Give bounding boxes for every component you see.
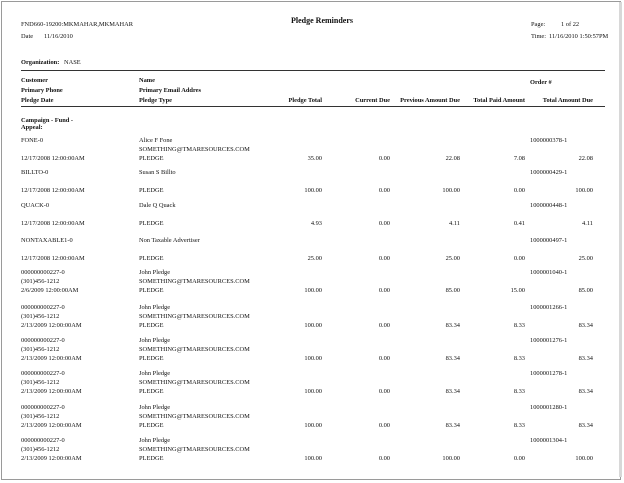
record-total-amount-due: 83.34 bbox=[578, 422, 593, 429]
record-pledge-total: 100.00 bbox=[304, 187, 322, 194]
record-total-paid: 7.08 bbox=[513, 155, 525, 162]
record-previous-due: 85.00 bbox=[445, 287, 460, 294]
record-pledge-date: 2/13/2009 12:00:00AM bbox=[21, 388, 82, 395]
record-pledge-type: PLEDGE bbox=[139, 220, 164, 227]
record-customer: NONTAXABLE1-0 bbox=[21, 237, 73, 244]
record-pledge-type: PLEDGE bbox=[139, 355, 164, 362]
record-total-amount-due: 4.11 bbox=[582, 220, 593, 227]
record-current-due: 0.00 bbox=[378, 287, 390, 294]
record-name: Alice F Fone bbox=[139, 137, 173, 144]
record-previous-due: 83.34 bbox=[445, 355, 460, 362]
col-total-amount-due: Total Amount Due bbox=[542, 97, 593, 104]
page-label: Page: bbox=[531, 21, 546, 28]
record-name: John Pledge bbox=[139, 304, 171, 311]
record-customer: FONE-0 bbox=[21, 137, 44, 144]
section-label-line2: Appeal: bbox=[21, 124, 43, 131]
record-name: John Pledge bbox=[139, 370, 171, 377]
col-pledge-total: Pledge Total bbox=[288, 97, 322, 104]
record-previous-due: 25.00 bbox=[445, 255, 460, 262]
record-name: John Pledge bbox=[139, 404, 171, 411]
record-previous-due: 100.00 bbox=[442, 455, 460, 462]
record-previous-due: 4.11 bbox=[449, 220, 460, 227]
col-name: Name bbox=[139, 77, 155, 84]
organization-label: Organization: bbox=[21, 59, 60, 66]
record-pledge-date: 12/17/2008 12:00:00AM bbox=[21, 220, 85, 227]
record-customer: QUACK-0 bbox=[21, 202, 50, 209]
report-id: FND660-19200:MKMAHAR,MKMAHAR bbox=[21, 21, 134, 28]
record-name: John Pledge bbox=[139, 337, 171, 344]
record-customer: 000000000227-0 bbox=[21, 437, 65, 444]
record-email: SOMETHING@TMARESOURCES.COM bbox=[139, 446, 250, 453]
col-pledge-date: Pledge Date bbox=[21, 97, 54, 104]
record-total-amount-due: 25.00 bbox=[578, 255, 593, 262]
record-total-amount-due: 85.00 bbox=[578, 287, 593, 294]
record-pledge-type: PLEDGE bbox=[139, 187, 164, 194]
record-pledge-type: PLEDGE bbox=[139, 255, 164, 262]
record-name: Dale Q Quack bbox=[139, 202, 176, 209]
col-customer: Customer bbox=[21, 77, 48, 84]
record-previous-due: 83.34 bbox=[445, 388, 460, 395]
record-current-due: 0.00 bbox=[378, 155, 390, 162]
record-total-amount-due: 100.00 bbox=[575, 187, 593, 194]
record-total-paid: 15.00 bbox=[510, 287, 525, 294]
record-pledge-total: 4.93 bbox=[310, 220, 322, 227]
record-phone: (301)456-1212 bbox=[21, 278, 60, 285]
record-pledge-date: 12/17/2008 12:00:00AM bbox=[21, 255, 85, 262]
record-phone: (301)456-1212 bbox=[21, 313, 60, 320]
time-label: Time: bbox=[531, 33, 547, 40]
record-order-number: 1000000448-1 bbox=[530, 202, 568, 209]
record-customer: BILLTO-0 bbox=[21, 169, 49, 176]
record-total-paid: 8.33 bbox=[513, 322, 525, 329]
organization-value: NASE bbox=[64, 59, 81, 66]
page-value: 1 of 22 bbox=[561, 21, 580, 28]
record-pledge-total: 35.00 bbox=[307, 155, 322, 162]
record-total-paid: 8.33 bbox=[513, 355, 525, 362]
record-pledge-type: PLEDGE bbox=[139, 287, 164, 294]
record-previous-due: 22.08 bbox=[445, 155, 460, 162]
section-label-line1: Campaign - Fund - bbox=[21, 117, 74, 124]
record-order-number: 1000001304-1 bbox=[530, 437, 568, 444]
record-email: SOMETHING@TMARESOURCES.COM bbox=[139, 379, 250, 386]
columns-divider bbox=[21, 106, 605, 107]
record-previous-due: 83.34 bbox=[445, 422, 460, 429]
record-total-paid: 8.33 bbox=[513, 388, 525, 395]
record-pledge-total: 100.00 bbox=[304, 422, 322, 429]
col-order-number: Order # bbox=[530, 79, 552, 86]
record-pledge-total: 100.00 bbox=[304, 455, 322, 462]
record-phone: (301)456-1212 bbox=[21, 346, 60, 353]
record-order-number: 1000000497-1 bbox=[530, 237, 568, 244]
col-current-due: Current Due bbox=[355, 97, 390, 104]
record-previous-due: 83.34 bbox=[445, 322, 460, 329]
record-name: Susan S Billto bbox=[139, 169, 176, 176]
time-value: 11/16/2010 1:50:57PM bbox=[549, 33, 609, 40]
col-pledge-type: Pledge Type bbox=[139, 97, 172, 104]
record-customer: 000000000227-0 bbox=[21, 337, 65, 344]
record-order-number: 1000001266-1 bbox=[530, 304, 568, 311]
record-order-number: 1000001040-1 bbox=[530, 269, 568, 276]
report-title: Pledge Reminders bbox=[291, 16, 353, 25]
record-current-due: 0.00 bbox=[378, 455, 390, 462]
record-customer: 000000000227-0 bbox=[21, 269, 65, 276]
record-phone: (301)456-1212 bbox=[21, 413, 60, 420]
record-pledge-type: PLEDGE bbox=[139, 455, 164, 462]
record-phone: (301)456-1212 bbox=[21, 446, 60, 453]
record-pledge-total: 100.00 bbox=[304, 287, 322, 294]
record-pledge-date: 12/17/2008 12:00:00AM bbox=[21, 155, 85, 162]
record-customer: 000000000227-0 bbox=[21, 304, 65, 311]
record-pledge-type: PLEDGE bbox=[139, 422, 164, 429]
record-pledge-total: 100.00 bbox=[304, 355, 322, 362]
record-customer: 000000000227-0 bbox=[21, 404, 65, 411]
record-name: John Pledge bbox=[139, 269, 171, 276]
record-order-number: 1000000429-1 bbox=[530, 169, 568, 176]
record-current-due: 0.00 bbox=[378, 422, 390, 429]
date-value: 11/16/2010 bbox=[44, 33, 73, 40]
record-name: John Pledge bbox=[139, 437, 171, 444]
record-pledge-date: 2/13/2009 12:00:00AM bbox=[21, 322, 82, 329]
record-total-paid: 8.33 bbox=[513, 422, 525, 429]
record-pledge-type: PLEDGE bbox=[139, 155, 164, 162]
record-previous-due: 100.00 bbox=[442, 187, 460, 194]
record-pledge-total: 100.00 bbox=[304, 322, 322, 329]
record-current-due: 0.00 bbox=[378, 388, 390, 395]
record-email: SOMETHING@TMARESOURCES.COM bbox=[139, 346, 250, 353]
record-email: SOMETHING@TMARESOURCES.COM bbox=[139, 278, 250, 285]
record-email: SOMETHING@TMARESOURCES.COM bbox=[139, 413, 250, 420]
record-customer: 000000000227-0 bbox=[21, 370, 65, 377]
record-total-amount-due: 83.34 bbox=[578, 355, 593, 362]
col-previous-amount-due: Previous Amount Due bbox=[400, 97, 460, 104]
record-current-due: 0.00 bbox=[378, 322, 390, 329]
record-pledge-type: PLEDGE bbox=[139, 322, 164, 329]
record-email: SOMETHING@TMARESOURCES.COM bbox=[139, 313, 250, 320]
date-label: Date bbox=[21, 33, 34, 40]
record-order-number: 1000001280-1 bbox=[530, 404, 568, 411]
record-pledge-total: 100.00 bbox=[304, 388, 322, 395]
record-total-amount-due: 100.00 bbox=[575, 455, 593, 462]
col-primary-phone: Primary Phone bbox=[21, 87, 63, 94]
record-total-amount-due: 83.34 bbox=[578, 322, 593, 329]
record-pledge-date: 2/13/2009 12:00:00AM bbox=[21, 455, 82, 462]
record-pledge-date: 2/6/2009 12:00:00AM bbox=[21, 287, 79, 294]
report-page bbox=[2, 2, 621, 480]
record-total-paid: 0.41 bbox=[513, 220, 525, 227]
record-current-due: 0.00 bbox=[378, 255, 390, 262]
record-order-number: 1000001278-1 bbox=[530, 370, 568, 377]
record-phone: (301)456-1212 bbox=[21, 379, 60, 386]
record-total-paid: 0.00 bbox=[513, 455, 525, 462]
header-divider bbox=[21, 70, 605, 71]
vertical-scrollbar[interactable] bbox=[619, 2, 622, 477]
col-total-paid-amount: Total Paid Amount bbox=[473, 97, 525, 104]
record-pledge-date: 2/13/2009 12:00:00AM bbox=[21, 422, 82, 429]
record-pledge-total: 25.00 bbox=[307, 255, 322, 262]
record-total-paid: 0.00 bbox=[513, 187, 525, 194]
col-primary-email: Primary Email Addres bbox=[139, 87, 202, 94]
record-current-due: 0.00 bbox=[378, 355, 390, 362]
record-email: SOMETHING@TMARESOURCES.COM bbox=[139, 146, 250, 153]
record-pledge-type: PLEDGE bbox=[139, 388, 164, 395]
record-pledge-date: 2/13/2009 12:00:00AM bbox=[21, 355, 82, 362]
record-current-due: 0.00 bbox=[378, 187, 390, 194]
report-viewer bbox=[1, 1, 621, 480]
record-current-due: 0.00 bbox=[378, 220, 390, 227]
record-total-amount-due: 83.34 bbox=[578, 388, 593, 395]
record-order-number: 1000001276-1 bbox=[530, 337, 568, 344]
record-pledge-date: 12/17/2008 12:00:00AM bbox=[21, 187, 85, 194]
record-total-amount-due: 22.08 bbox=[578, 155, 593, 162]
record-total-paid: 0.00 bbox=[513, 255, 525, 262]
record-order-number: 1000000378-1 bbox=[530, 137, 568, 144]
record-name: Non Taxable Advertiser bbox=[139, 237, 200, 244]
